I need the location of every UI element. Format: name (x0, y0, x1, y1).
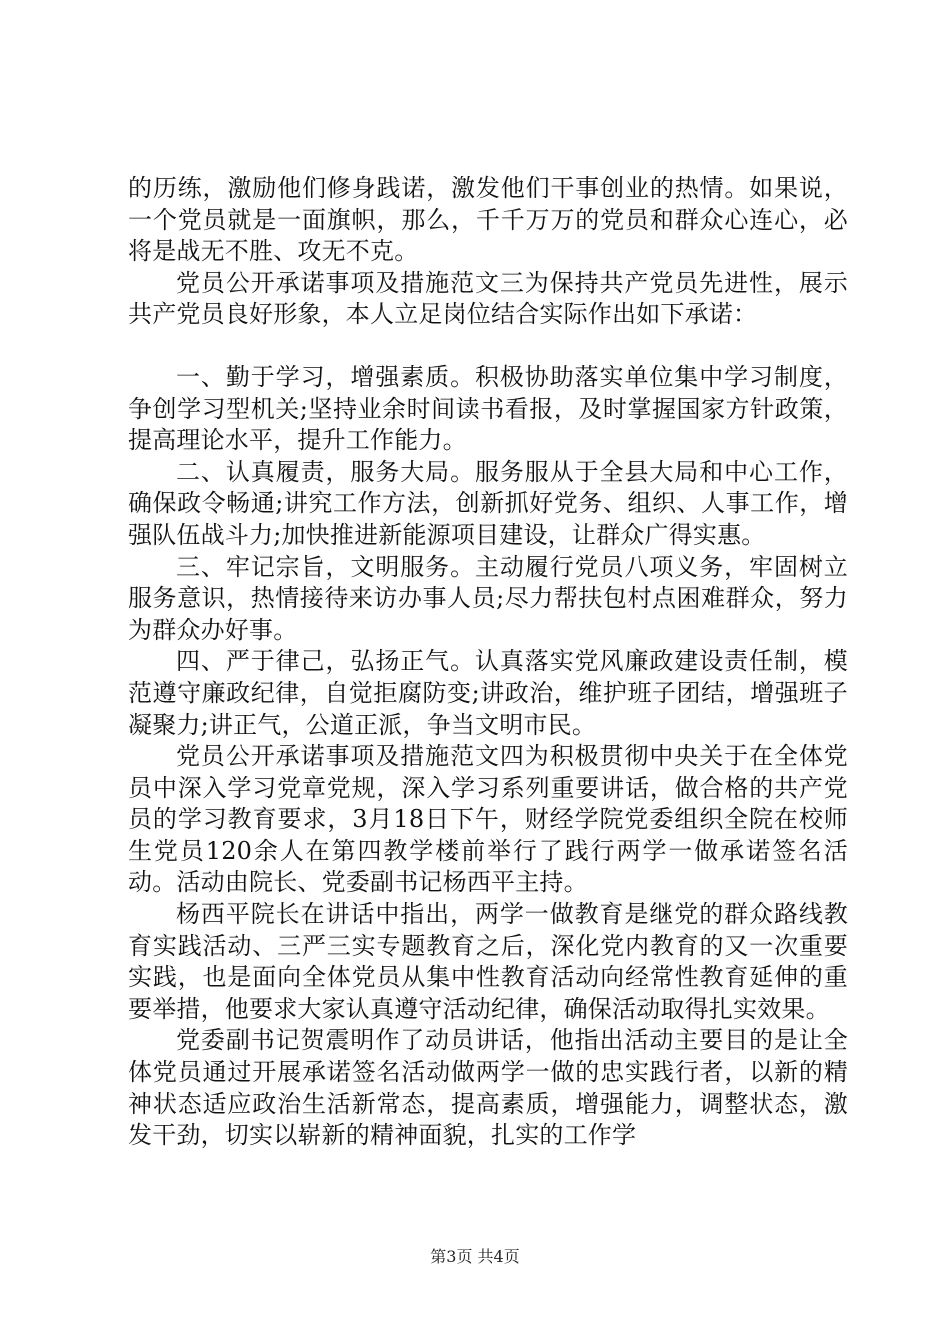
paragraph-model-text-three-intro: 党员公开承诺事项及措施范文三为保持共产党员先进性，展示共产党员良好形象，本人立足岗位结合实际作出如下承诺： (128, 268, 848, 329)
paragraph-pledge-two: 二、认真履责，服务大局。服务服从于全县大局和中心工作，确保政令畅通;讲究工作方法，创新抓好党务、组织、人事工作，增强队伍战斗力;加快推进新能源项目建设，让群众广得实惠。 (128, 457, 848, 549)
paragraph-model-text-four-intro: 党员公开承诺事项及措施范文四为积极贯彻中央关于在全体党员中深入学习党章党规，深入学习系列重要讲话，做合格的共产党员的学习教育要求，3月18日下午，财经学院党委组织全院在校师生党员120余人在第四教学楼前举行了践行两学一做承诺签名活动。活动由院长、党委副书记杨西平主持。 (128, 742, 848, 897)
document-body (128, 173, 848, 1152)
paragraph-dean-speech: 杨西平院长在讲话中指出，两学一做教育是继党的群众路线教育实践活动、三严三实专题教育之后，深化党内教育的又一次重要实践，也是面向全体党员从集中性教育活动向经常性教育延伸的重要举措，他要求大家认真遵守活动纪律，确保活动取得扎实效果。 (128, 900, 848, 1023)
page-number-label: 第3页 共4页 (430, 1247, 520, 1266)
paragraph-continuation: 的历练，激励他们修身践诺，激发他们干事创业的热情。如果说，一个党员就是一面旗帜，那么，千千万万的党员和群众心连心，必将是战无不胜、攻无不克。 (128, 174, 848, 266)
paragraph-pledge-four: 四、严于律己，弘扬正气。认真落实党风廉政建设责任制，模范遵守廉政纪律，自觉拒腐防变;讲政治，维护班子团结，增强班子凝聚力;讲正气，公道正派，争当文明市民。 (128, 647, 848, 739)
paragraph-pledge-one: 一、勤于学习，增强素质。积极协助落实单位集中学习制度，争创学习型机关;坚持业余时间读书看报，及时掌握国家方针政策，提高理论水平，提升工作能力。 (128, 362, 848, 455)
page-footer (0, 1247, 950, 1267)
paragraph-pledge-three: 三、牢记宗旨，文明服务。主动履行党员八项义务，牢固树立服务意识，热情接待来访办事人员;尽力帮扶包村点困难群众，努力为群众办好事。 (128, 552, 848, 644)
paragraph-deputy-secretary-speech: 党委副书记贺震明作了动员讲话，他指出活动主要目的是让全体党员通过开展承诺签名活动做两学一做的忠实践行者，以新的精神状态适应政治生活新常态，提高素质，增强能力，调整状态，激发干劲，切实以崭新的精神面貌，扎实的工作学 (128, 1026, 848, 1150)
